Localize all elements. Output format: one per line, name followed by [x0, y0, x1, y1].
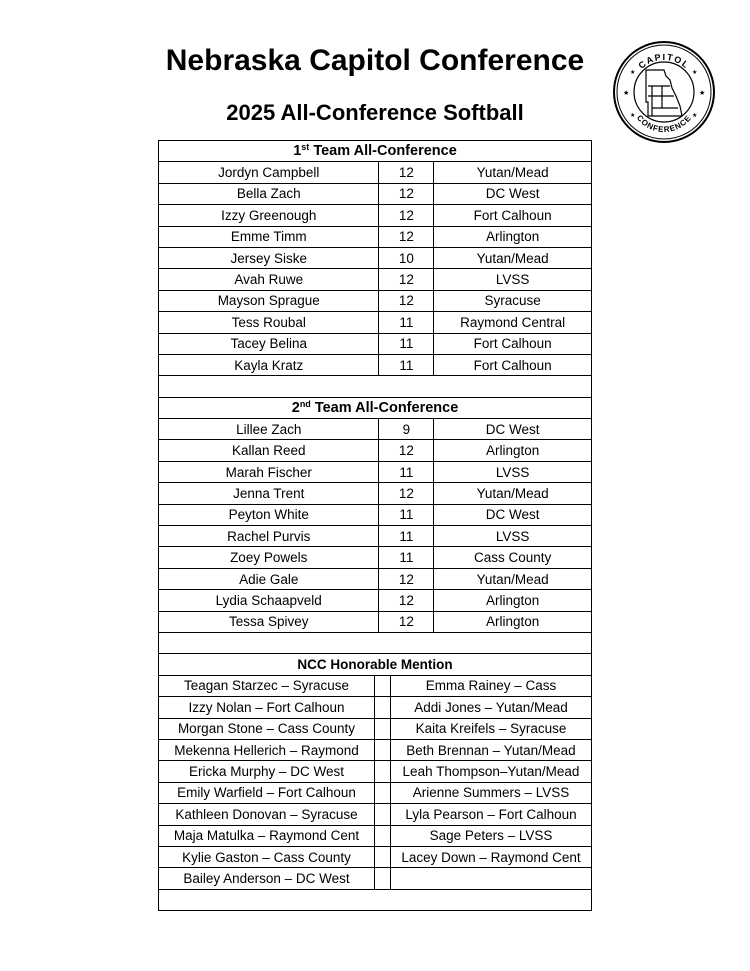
player-grade: 11	[379, 312, 434, 333]
honorable-mention-left: Emily Warfield – Fort Calhoun	[177, 785, 356, 801]
player-name: Adie Gale	[159, 568, 379, 589]
gutter	[374, 740, 391, 760]
player-grade: 12	[379, 568, 434, 589]
player-school: LVSS	[434, 269, 592, 290]
gutter	[374, 783, 391, 803]
player-school: Fort Calhoun	[434, 205, 592, 226]
honorable-mention-row	[159, 697, 592, 718]
player-school: LVSS	[434, 461, 592, 482]
player-name: Kallan Reed	[159, 440, 379, 461]
all-conference-table	[158, 140, 592, 911]
honorable-mention-left: Kathleen Donovan – Syracuse	[175, 806, 358, 822]
gutter	[374, 826, 391, 846]
player-school: DC West	[434, 504, 592, 525]
player-grade: 9	[379, 419, 434, 440]
player-grade: 12	[379, 611, 434, 632]
logo-bottom-text: CONFERENCE	[634, 113, 694, 135]
player-row	[159, 290, 592, 311]
honorable-mention-row	[159, 868, 592, 889]
player-grade: 11	[379, 526, 434, 547]
honorable-mention-row	[159, 739, 592, 760]
player-name: Tessa Spivey	[159, 611, 379, 632]
player-name: Bella Zach	[159, 183, 379, 204]
player-name: Jenna Trent	[159, 483, 379, 504]
player-grade: 11	[379, 333, 434, 354]
page-subtitle: 2025 All-Conference Softball	[226, 100, 524, 125]
player-grade: 12	[379, 183, 434, 204]
gutter	[374, 761, 391, 781]
gutter	[374, 719, 391, 739]
player-name: Lydia Schaapveld	[159, 590, 379, 611]
player-school: Yutan/Mead	[434, 162, 592, 183]
player-name: Lillee Zach	[159, 419, 379, 440]
svg-text:★: ★	[699, 89, 706, 97]
svg-text:★: ★	[630, 69, 636, 76]
player-name: Izzy Greenough	[159, 205, 379, 226]
honorable-mention-right: Sage Peters – LVSS	[429, 828, 553, 844]
player-school: Arlington	[434, 440, 592, 461]
player-row	[159, 440, 592, 461]
gutter	[374, 804, 391, 824]
player-name: Tacey Belina	[159, 333, 379, 354]
player-school: DC West	[434, 183, 592, 204]
player-grade: 11	[379, 354, 434, 375]
honorable-mention-heading: NCC Honorable Mention	[159, 654, 592, 675]
player-school: Cass County	[434, 547, 592, 568]
player-row	[159, 162, 592, 183]
player-row	[159, 333, 592, 354]
player-row	[159, 568, 592, 589]
honorable-mention-left: Morgan Stone – Cass County	[177, 721, 356, 737]
spacer-row	[159, 889, 592, 910]
player-grade: 12	[379, 226, 434, 247]
player-school: DC West	[434, 419, 592, 440]
player-name: Zoey Powels	[159, 547, 379, 568]
honorable-mention-left: Mekenna Hellerich – Raymond	[174, 742, 359, 758]
honorable-mention-left: Kylie Gaston – Cass County	[182, 849, 351, 865]
svg-text:★: ★	[623, 89, 630, 97]
page-title: Nebraska Capitol Conference	[165, 44, 585, 77]
player-grade: 12	[379, 290, 434, 311]
player-row	[159, 269, 592, 290]
honorable-mention-row	[159, 782, 592, 803]
svg-text:★: ★	[692, 112, 698, 119]
player-row	[159, 483, 592, 504]
player-school: Arlington	[434, 611, 592, 632]
player-name: Jordyn Campbell	[159, 162, 379, 183]
player-grade: 12	[379, 483, 434, 504]
player-name: Kayla Kratz	[159, 354, 379, 375]
player-school: Arlington	[434, 226, 592, 247]
honorable-mention-right: Lyla Pearson – Fort Calhoun	[405, 806, 577, 822]
honorable-mention-right: Addi Jones – Yutan/Mead	[414, 699, 568, 715]
player-row	[159, 312, 592, 333]
player-grade: 10	[379, 247, 434, 268]
player-school: Fort Calhoun	[434, 333, 592, 354]
second-team-heading: 2nd Team All-Conference	[159, 397, 592, 418]
player-school: Yutan/Mead	[434, 247, 592, 268]
player-row	[159, 183, 592, 204]
spacer-row	[159, 632, 592, 653]
player-name: Avah Ruwe	[159, 269, 379, 290]
player-name: Tess Roubal	[159, 312, 379, 333]
gutter	[374, 868, 391, 888]
player-grade: 12	[379, 269, 434, 290]
player-name: Marah Fischer	[159, 461, 379, 482]
player-grade: 11	[379, 461, 434, 482]
capitol-conference-logo	[612, 40, 716, 144]
honorable-mention-row	[159, 804, 592, 825]
gutter	[374, 676, 391, 696]
svg-text:★: ★	[692, 69, 698, 76]
player-row	[159, 461, 592, 482]
player-school: LVSS	[434, 526, 592, 547]
player-grade: 12	[379, 205, 434, 226]
honorable-mention-row	[159, 846, 592, 867]
player-grade: 12	[379, 590, 434, 611]
player-name: Emme Timm	[159, 226, 379, 247]
player-grade: 12	[379, 440, 434, 461]
honorable-mention-row	[159, 761, 592, 782]
honorable-mention-right: Kaita Kreifels – Syracuse	[415, 721, 567, 737]
player-row	[159, 247, 592, 268]
player-school: Syracuse	[434, 290, 592, 311]
honorable-mention-right: Lacey Down – Raymond Cent	[401, 849, 581, 865]
svg-text:★: ★	[630, 112, 636, 119]
honorable-mention-left: Maja Matulka – Raymond Cent	[173, 828, 360, 844]
honorable-mention-row	[159, 718, 592, 739]
honorable-mention-right: Leah Thompson–Yutan/Mead	[402, 764, 580, 780]
honorable-mention-left: Izzy Nolan – Fort Calhoun	[188, 699, 345, 715]
honorable-mention-left: Ericka Murphy – DC West	[188, 764, 345, 780]
player-name: Peyton White	[159, 504, 379, 525]
player-school: Raymond Central	[434, 312, 592, 333]
player-row	[159, 526, 592, 547]
honorable-mention-right: Emma Rainey – Cass	[425, 678, 557, 694]
player-name: Jersey Siske	[159, 247, 379, 268]
player-name: Rachel Purvis	[159, 526, 379, 547]
player-school: Arlington	[434, 590, 592, 611]
player-row	[159, 226, 592, 247]
gutter	[374, 847, 391, 867]
honorable-mention-row	[159, 825, 592, 846]
player-grade: 11	[379, 547, 434, 568]
gutter	[374, 697, 391, 717]
player-row	[159, 611, 592, 632]
player-name: Mayson Sprague	[159, 290, 379, 311]
honorable-mention-right: Beth Brennan – Yutan/Mead	[406, 742, 576, 758]
player-row	[159, 205, 592, 226]
logo-top-text: CAPITOL	[636, 51, 692, 71]
honorable-mention-row	[159, 675, 592, 696]
honorable-mention-left: Teagan Starzec – Syracuse	[183, 678, 350, 694]
honorable-mention-left: Bailey Anderson – DC West	[183, 870, 350, 886]
player-grade: 11	[379, 504, 434, 525]
player-school: Yutan/Mead	[434, 568, 592, 589]
player-school: Yutan/Mead	[434, 483, 592, 504]
player-row	[159, 590, 592, 611]
player-grade: 12	[379, 162, 434, 183]
player-row	[159, 354, 592, 375]
spacer-row	[159, 376, 592, 397]
player-row	[159, 547, 592, 568]
first-team-heading: 1st Team All-Conference	[159, 141, 592, 162]
player-school: Fort Calhoun	[434, 354, 592, 375]
honorable-mention-right	[391, 868, 591, 888]
player-row	[159, 504, 592, 525]
honorable-mention-right: Arienne Summers – LVSS	[412, 785, 570, 801]
player-row	[159, 419, 592, 440]
